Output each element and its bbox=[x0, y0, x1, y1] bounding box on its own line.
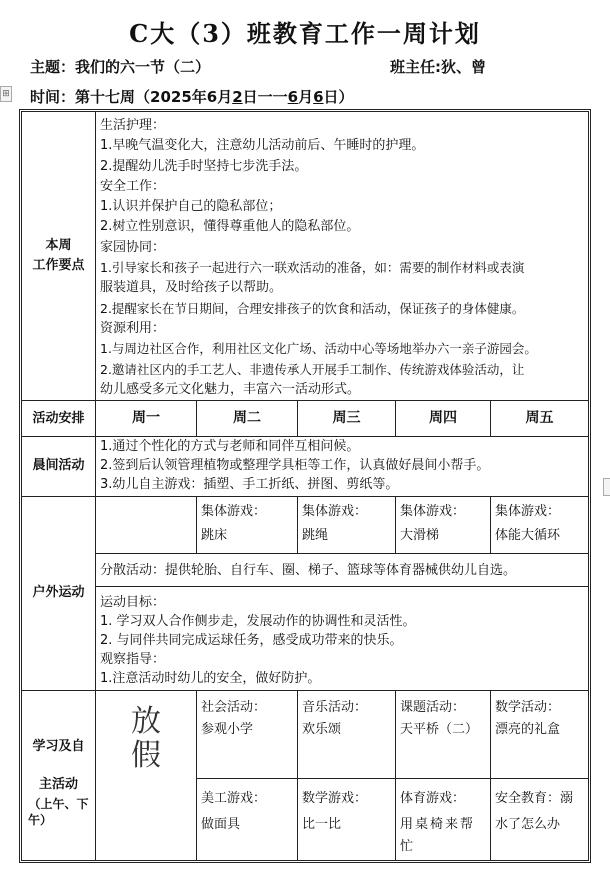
col-divider bbox=[395, 690, 396, 860]
row-divider bbox=[22, 496, 588, 497]
focus-line: 2.提醒幼儿洗手时坚持七步洗手法。 bbox=[100, 158, 308, 174]
theme-label: 主题： bbox=[30, 58, 76, 76]
focus-line: 1.认识并保护自己的隐私部位； bbox=[100, 199, 282, 215]
study-wed-pm bbox=[302, 789, 394, 835]
col-divider bbox=[196, 496, 197, 553]
end-month: 6 bbox=[287, 88, 299, 106]
day-tuesday: 周二 bbox=[233, 410, 261, 426]
focus-line: 幼儿感受多元文化魅力，丰富六一活动形式。 bbox=[100, 381, 361, 397]
day-close: 日） bbox=[323, 88, 354, 106]
activity-name-cont: 忙 bbox=[400, 839, 414, 854]
focus-line: 1.早晚气温变化大，注意幼儿活动前后、午睡时的护理。 bbox=[100, 138, 425, 154]
outdoor-game-thu bbox=[400, 502, 489, 546]
focus-line: 2.提醒家长在节日期间，合理安排孩子的饮食和活动，保证孩子的身体健康。 bbox=[100, 300, 525, 316]
focus-line: 生活护理： bbox=[100, 118, 166, 133]
morning-line: 3.幼儿自主游戏：插塑、手工折纸、拼图、剪纸等。 bbox=[100, 477, 399, 492]
month-char: 月 bbox=[298, 88, 314, 106]
game-title: 集体游戏： bbox=[201, 504, 267, 519]
col-divider bbox=[297, 496, 298, 553]
activity-title: 课题活动： bbox=[400, 700, 466, 715]
activity-name: 天平桥（二） bbox=[400, 722, 479, 737]
focus-line: 资源利用： bbox=[100, 320, 166, 336]
row-divider bbox=[95, 586, 588, 587]
table-move-handle-icon[interactable]: ⊞ bbox=[0, 86, 12, 102]
goal-line: 运动目标： bbox=[100, 595, 166, 610]
activity-title: 音乐活动： bbox=[302, 700, 368, 715]
goal-line: 观察指导： bbox=[100, 652, 166, 667]
study-tue-pm bbox=[201, 789, 296, 835]
morning-line: 2.签到后认领管理植物或整理学具柜等工作，认真做好晨间小帮手。 bbox=[100, 458, 490, 473]
schedule-label: 活动安排 bbox=[32, 411, 85, 426]
focus-label-line: 本周 bbox=[45, 238, 72, 253]
goal-line: 1.注意活动时幼儿的安全，做好防护。 bbox=[100, 671, 321, 686]
week-text: 第十七周（2025年6月 bbox=[75, 88, 233, 106]
outdoor-scatter: 分散活动：提供轮胎、自行车、圈、梯子、篮球等体育器械供幼儿自选。 bbox=[100, 563, 517, 578]
holiday-char: 放 bbox=[131, 704, 161, 739]
focus-content bbox=[100, 116, 588, 400]
activity-name: 用桌椅来帮 bbox=[400, 817, 476, 832]
row-divider bbox=[95, 553, 588, 554]
study-thu-pm bbox=[400, 789, 489, 857]
col-divider bbox=[490, 496, 491, 553]
morning-line: 1.通过个性化的方式与老师和同伴互相问候。 bbox=[100, 439, 360, 454]
study-thu-am bbox=[400, 698, 489, 740]
study-label-line: 午） bbox=[28, 813, 53, 827]
end-day: 6 bbox=[313, 88, 324, 106]
teacher-label: 班主任: bbox=[390, 58, 441, 76]
row-divider bbox=[196, 778, 588, 779]
focus-line: 服装道具，及时给孩子以帮助。 bbox=[100, 280, 283, 296]
day-friday: 周五 bbox=[525, 410, 554, 426]
outdoor-game-fri bbox=[495, 502, 587, 546]
page-title: C大（3）班教育工作一周计划 bbox=[129, 19, 481, 48]
study-tue-am bbox=[201, 698, 296, 740]
activity-title: 安全教育：溺 bbox=[495, 791, 574, 806]
holiday-mark bbox=[96, 704, 196, 773]
focus-line: 1.与周边社区合作，利用社区文化广场、活动中心等场地举办六一亲子游园会。 bbox=[100, 341, 537, 357]
range-sep: 日一一 bbox=[242, 88, 288, 106]
study-label-line: 主活动 bbox=[38, 777, 78, 792]
goal-line: 1. 学习双人合作侧步走，发展动作的协调性和灵活性。 bbox=[100, 614, 416, 629]
col-divider bbox=[490, 690, 491, 860]
game-title: 集体游戏： bbox=[495, 504, 561, 519]
day-wednesday: 周三 bbox=[332, 410, 361, 426]
start-day: 2 bbox=[232, 88, 243, 106]
study-label-line: 学习及自 bbox=[32, 739, 85, 754]
focus-line: 2.树立性别意识，懂得尊重他人的隐私部位。 bbox=[100, 219, 360, 235]
study-fri-am bbox=[495, 698, 587, 740]
game-name: 大滑梯 bbox=[400, 528, 440, 543]
teacher-line bbox=[390, 56, 486, 77]
table-resize-handle[interactable] bbox=[603, 478, 610, 496]
time-label: 时间： bbox=[30, 88, 76, 106]
goal-line: 2. 与同伴共同完成运球任务，感受成功带来的快乐。 bbox=[100, 633, 403, 648]
day-monday: 周一 bbox=[132, 410, 160, 426]
day-thursday: 周四 bbox=[429, 410, 457, 426]
time-line bbox=[30, 86, 354, 107]
game-title: 集体游戏： bbox=[400, 504, 466, 519]
activity-name: 参观小学 bbox=[201, 722, 254, 737]
teacher-value: 狄、曾 bbox=[441, 58, 487, 76]
row-divider bbox=[22, 690, 588, 691]
morning-content bbox=[100, 437, 588, 494]
activity-title: 体育游戏： bbox=[400, 791, 466, 806]
focus-line: 安全工作： bbox=[100, 178, 166, 194]
theme-value: 我们的六一节（二） bbox=[75, 58, 211, 76]
outdoor-game-tue bbox=[201, 502, 296, 546]
focus-label-line: 工作要点 bbox=[32, 258, 85, 273]
focus-line: 家园协同： bbox=[100, 239, 166, 255]
activity-title: 美工游戏： bbox=[201, 791, 267, 806]
outdoor-label: 户外运动 bbox=[32, 585, 85, 600]
study-fri-pm bbox=[495, 789, 587, 835]
activity-name: 做面具 bbox=[201, 817, 241, 832]
outdoor-game-wed bbox=[302, 502, 394, 546]
col-divider bbox=[297, 690, 298, 860]
theme-line bbox=[30, 56, 210, 77]
col-divider bbox=[395, 496, 396, 553]
study-wed-am bbox=[302, 698, 394, 740]
morning-label: 晨间活动 bbox=[32, 458, 85, 473]
activity-title: 社会活动： bbox=[201, 700, 267, 715]
activity-title: 数学游戏： bbox=[302, 791, 368, 806]
outdoor-goals bbox=[100, 593, 588, 688]
activity-title: 数学活动： bbox=[495, 700, 561, 715]
activity-name: 水了怎么办 bbox=[495, 817, 561, 832]
game-name: 跳床 bbox=[201, 528, 228, 543]
activity-name: 比一比 bbox=[302, 817, 342, 832]
activity-name: 欢乐颂 bbox=[302, 722, 342, 737]
focus-label bbox=[22, 236, 95, 276]
activity-name: 漂亮的礼盒 bbox=[495, 722, 561, 737]
focus-line: 2.邀请社区内的手工艺人、非遗传承人开展手工制作、传统游戏体验活动，让 bbox=[100, 361, 525, 377]
game-name: 体能大循环 bbox=[495, 528, 561, 543]
study-label-line: （上午、下 bbox=[28, 797, 89, 811]
game-name: 跳绳 bbox=[302, 528, 329, 543]
holiday-char: 假 bbox=[131, 738, 161, 773]
col-divider bbox=[196, 690, 197, 860]
focus-line: 1.引导家长和孩子一起进行六一联欢活动的准备，如：需要的制作材料或表演 bbox=[100, 260, 525, 276]
game-title: 集体游戏： bbox=[302, 504, 368, 519]
study-label bbox=[22, 736, 95, 828]
